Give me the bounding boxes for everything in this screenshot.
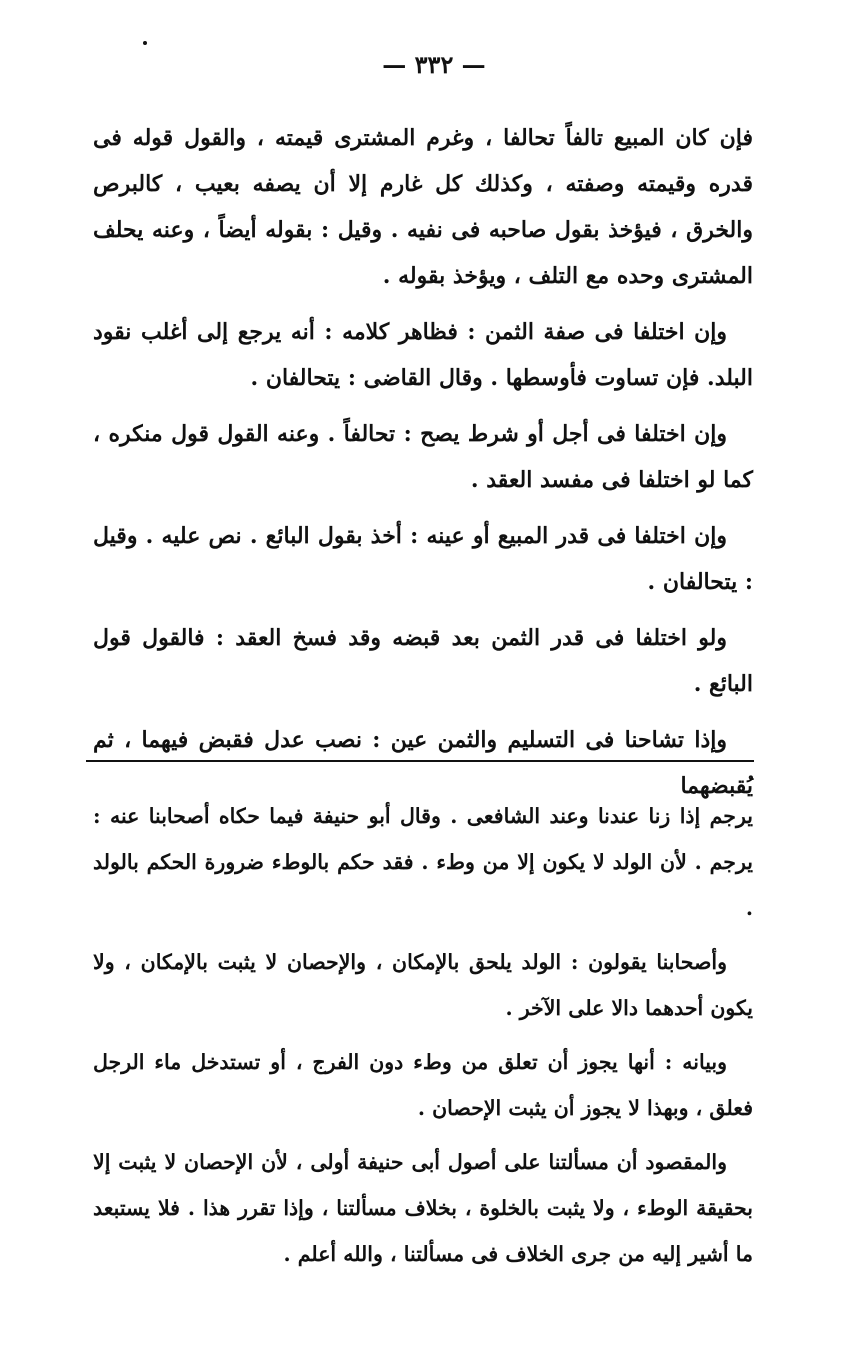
main-paragraph: وإن اختلفا فى قدر المبيع أو عينه : أخذ بقول البائع . نص عليه . وقيل : يتحالفان .	[93, 523, 753, 595]
footnote-paragraph: وأصحابنا يقولون : الولد يلحق بالإمكان ، والإحصان لا يثبت بالإمكان ، ولا يكون أحدهما دالا على الآخر .	[93, 950, 753, 1020]
footnote-paragraph: يرجم إذا زنا عندنا وعند الشافعى . وقال أبو حنيفة فيما حكاه أصحابنا عنه : يرجم . لأن الولد لا يكون إلا من وطء . فقد حكم بالوطء ضرورة الحكم بالولد .	[93, 804, 753, 920]
footnote-paragraph: وبيانه : أنها يجوز أن تعلق من وطء دون الفرج ، أو تستدخل ماء الرجل فعلق ، وبهذا لا يجوز أن يثبت الإحصان .	[93, 1050, 753, 1120]
ink-dot	[143, 41, 147, 45]
page-number: — ٣٣٢ —	[382, 50, 486, 79]
main-paragraph: ولو اختلفا فى قدر الثمن بعد قبضه وقد فسخ العقد : فالقول قول البائع .	[93, 625, 753, 697]
footnote-divider	[86, 760, 754, 762]
main-text-body	[93, 115, 753, 819]
main-paragraph: وإذا تشاحنا فى التسليم والثمن عين : نصب عدل فقبض فيهما ، ثم يُقبضهما	[93, 727, 753, 799]
main-paragraph: فإن كان المبيع تالفاً تحالفا ، وغرم المشترى قيمته ، والقول قوله فى قدره وقيمته وصفته ، وكذلك كل غارم إلا أن يصفه بعيب ، كالبرص والخرق ، فيؤخذ بقول صاحبه فى نفيه . وقيل : بقوله أيضاً ، وعنه يحلف المشترى وحده مع التلف ، ويؤخذ بقوله .	[93, 125, 753, 289]
main-paragraph: وإن اختلفا فى أجل أو شرط يصح : تحالفاً . وعنه القول قول منكره ، كما لو اختلفا فى مفسد العقد .	[93, 421, 753, 493]
footnote-paragraph: والمقصود أن مسألتنا على أصول أبى حنيفة أولى ، لأن الإحصان لا يثبت إلا بحقيقة الوطء ، ولا يثبت بالخلوة ، بخلاف مسألتنا ، وإذا تقرر هذا . فلا يستبعد ما أشير إليه من جرى الخلاف فى مسألتنا ، والله أعلم .	[93, 1150, 753, 1266]
footnotes-body	[93, 793, 753, 1285]
main-paragraph: وإن اختلفا فى صفة الثمن : فظاهر كلامه : أنه يرجع إلى أغلب نقود البلد. فإن تساوت فأوسطها . وقال القاضى : يتحالفان .	[93, 319, 753, 391]
